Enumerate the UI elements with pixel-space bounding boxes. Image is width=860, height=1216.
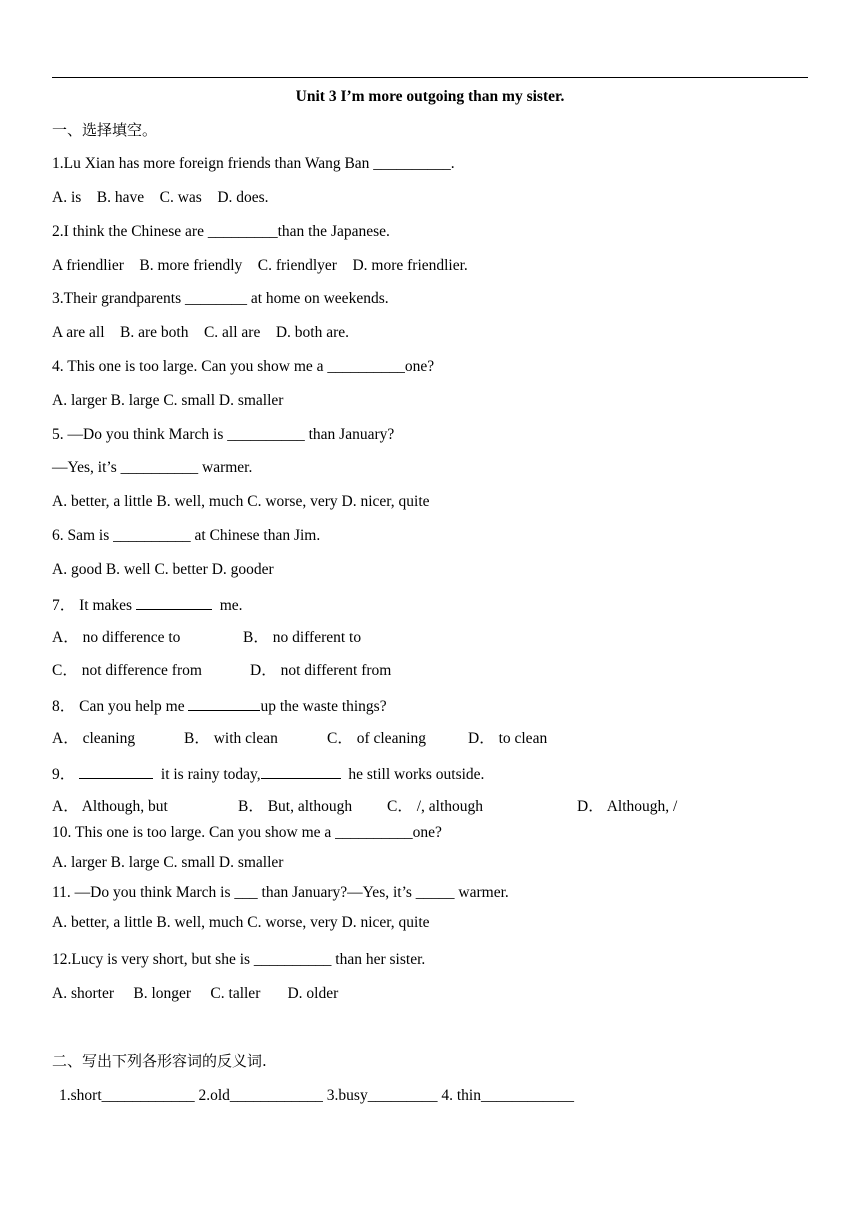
question-3-options: A are all B. are both C. all are D. both are. (52, 324, 349, 341)
question-8-text-start: 8． Can you help me (52, 698, 189, 715)
question-4-options: A. larger B. large C. small D. smaller (52, 392, 284, 409)
question-7-text-start: 7． It makes (52, 597, 136, 614)
question-7-option-c: C． not difference from (52, 662, 202, 679)
question-2: 2.I think the Chinese are _________than the Japanese. (52, 223, 390, 240)
question-9-text-end: he still works outside. (340, 766, 485, 783)
question-12-options: A. shorter B. longer C. taller D. older (52, 985, 339, 1002)
question-8-option-d: D． to clean (468, 730, 548, 747)
answer-blank (188, 696, 260, 711)
question-11: 11. —Do you think March is ___ than January?—Yes, it’s _____ warmer. (52, 884, 509, 901)
question-8-option-c: C． of cleaning (327, 730, 427, 747)
page-title: Unit 3 I’m more outgoing than my sister. (295, 88, 565, 105)
question-12: 12.Lucy is very short, but she is __________ than her sister. (52, 951, 426, 968)
question-8-text-end: up the waste things? (260, 698, 387, 715)
question-7-option-d: D． not different from (250, 662, 392, 679)
section-2-heading: 二、写出下列各形容词的反义词. (52, 1052, 267, 1070)
question-5-line-2: —Yes, it’s __________ warmer. (52, 459, 253, 476)
question-7 (52, 595, 243, 615)
question-9-text-start: 9． (52, 766, 80, 783)
section-1-heading: 一、选择填空。 (52, 121, 158, 139)
answer-blank (136, 595, 212, 610)
question-3: 3.Their grandparents ________ at home on weekends. (52, 290, 389, 307)
answer-blank (261, 764, 341, 779)
answer-blank (79, 764, 153, 779)
question-6-options: A. good B. well C. better D. gooder (52, 561, 274, 578)
question-9-option-a: A． Although, but (52, 798, 168, 815)
question-9-option-c: C． /, although (387, 798, 484, 815)
question-9-text-middle: it is rainy today, (153, 766, 261, 783)
header-rule (52, 77, 808, 78)
question-9 (52, 764, 484, 784)
question-4: 4. This one is too large. Can you show me a __________one? (52, 358, 435, 375)
question-8 (52, 696, 387, 716)
question-11-options: A. better, a little B. well, much C. worse, very D. nicer, quite (52, 914, 430, 931)
question-9-option-b: B． But, although (238, 798, 353, 815)
question-8-option-a: A． cleaning (52, 730, 136, 747)
question-1: 1.Lu Xian has more foreign friends than Wang Ban __________. (52, 155, 455, 172)
question-10: 10. This one is too large. Can you show me a __________one? (52, 824, 442, 841)
question-7-text-end: me. (211, 597, 243, 614)
question-1-options: A. is B. have C. was D. does. (52, 189, 269, 206)
question-7-option-b: B． no different to (243, 629, 362, 646)
question-8-option-b: B． with clean (184, 730, 278, 747)
question-9-option-d: D． Although, / (577, 798, 678, 815)
antonym-exercise-line: 1.short____________ 2.old____________ 3.busy_________ 4. thin____________ (59, 1087, 574, 1104)
question-10-options: A. larger B. large C. small D. smaller (52, 854, 284, 871)
question-2-options: A friendlier B. more friendly C. friendlyer D. more friendlier. (52, 257, 468, 274)
question-7-option-a: A． no difference to (52, 629, 181, 646)
question-5-line-1: 5. —Do you think March is __________ than January? (52, 426, 395, 443)
question-5-options: A. better, a little B. well, much C. worse, very D. nicer, quite (52, 493, 430, 510)
question-6: 6. Sam is __________ at Chinese than Jim. (52, 527, 321, 544)
